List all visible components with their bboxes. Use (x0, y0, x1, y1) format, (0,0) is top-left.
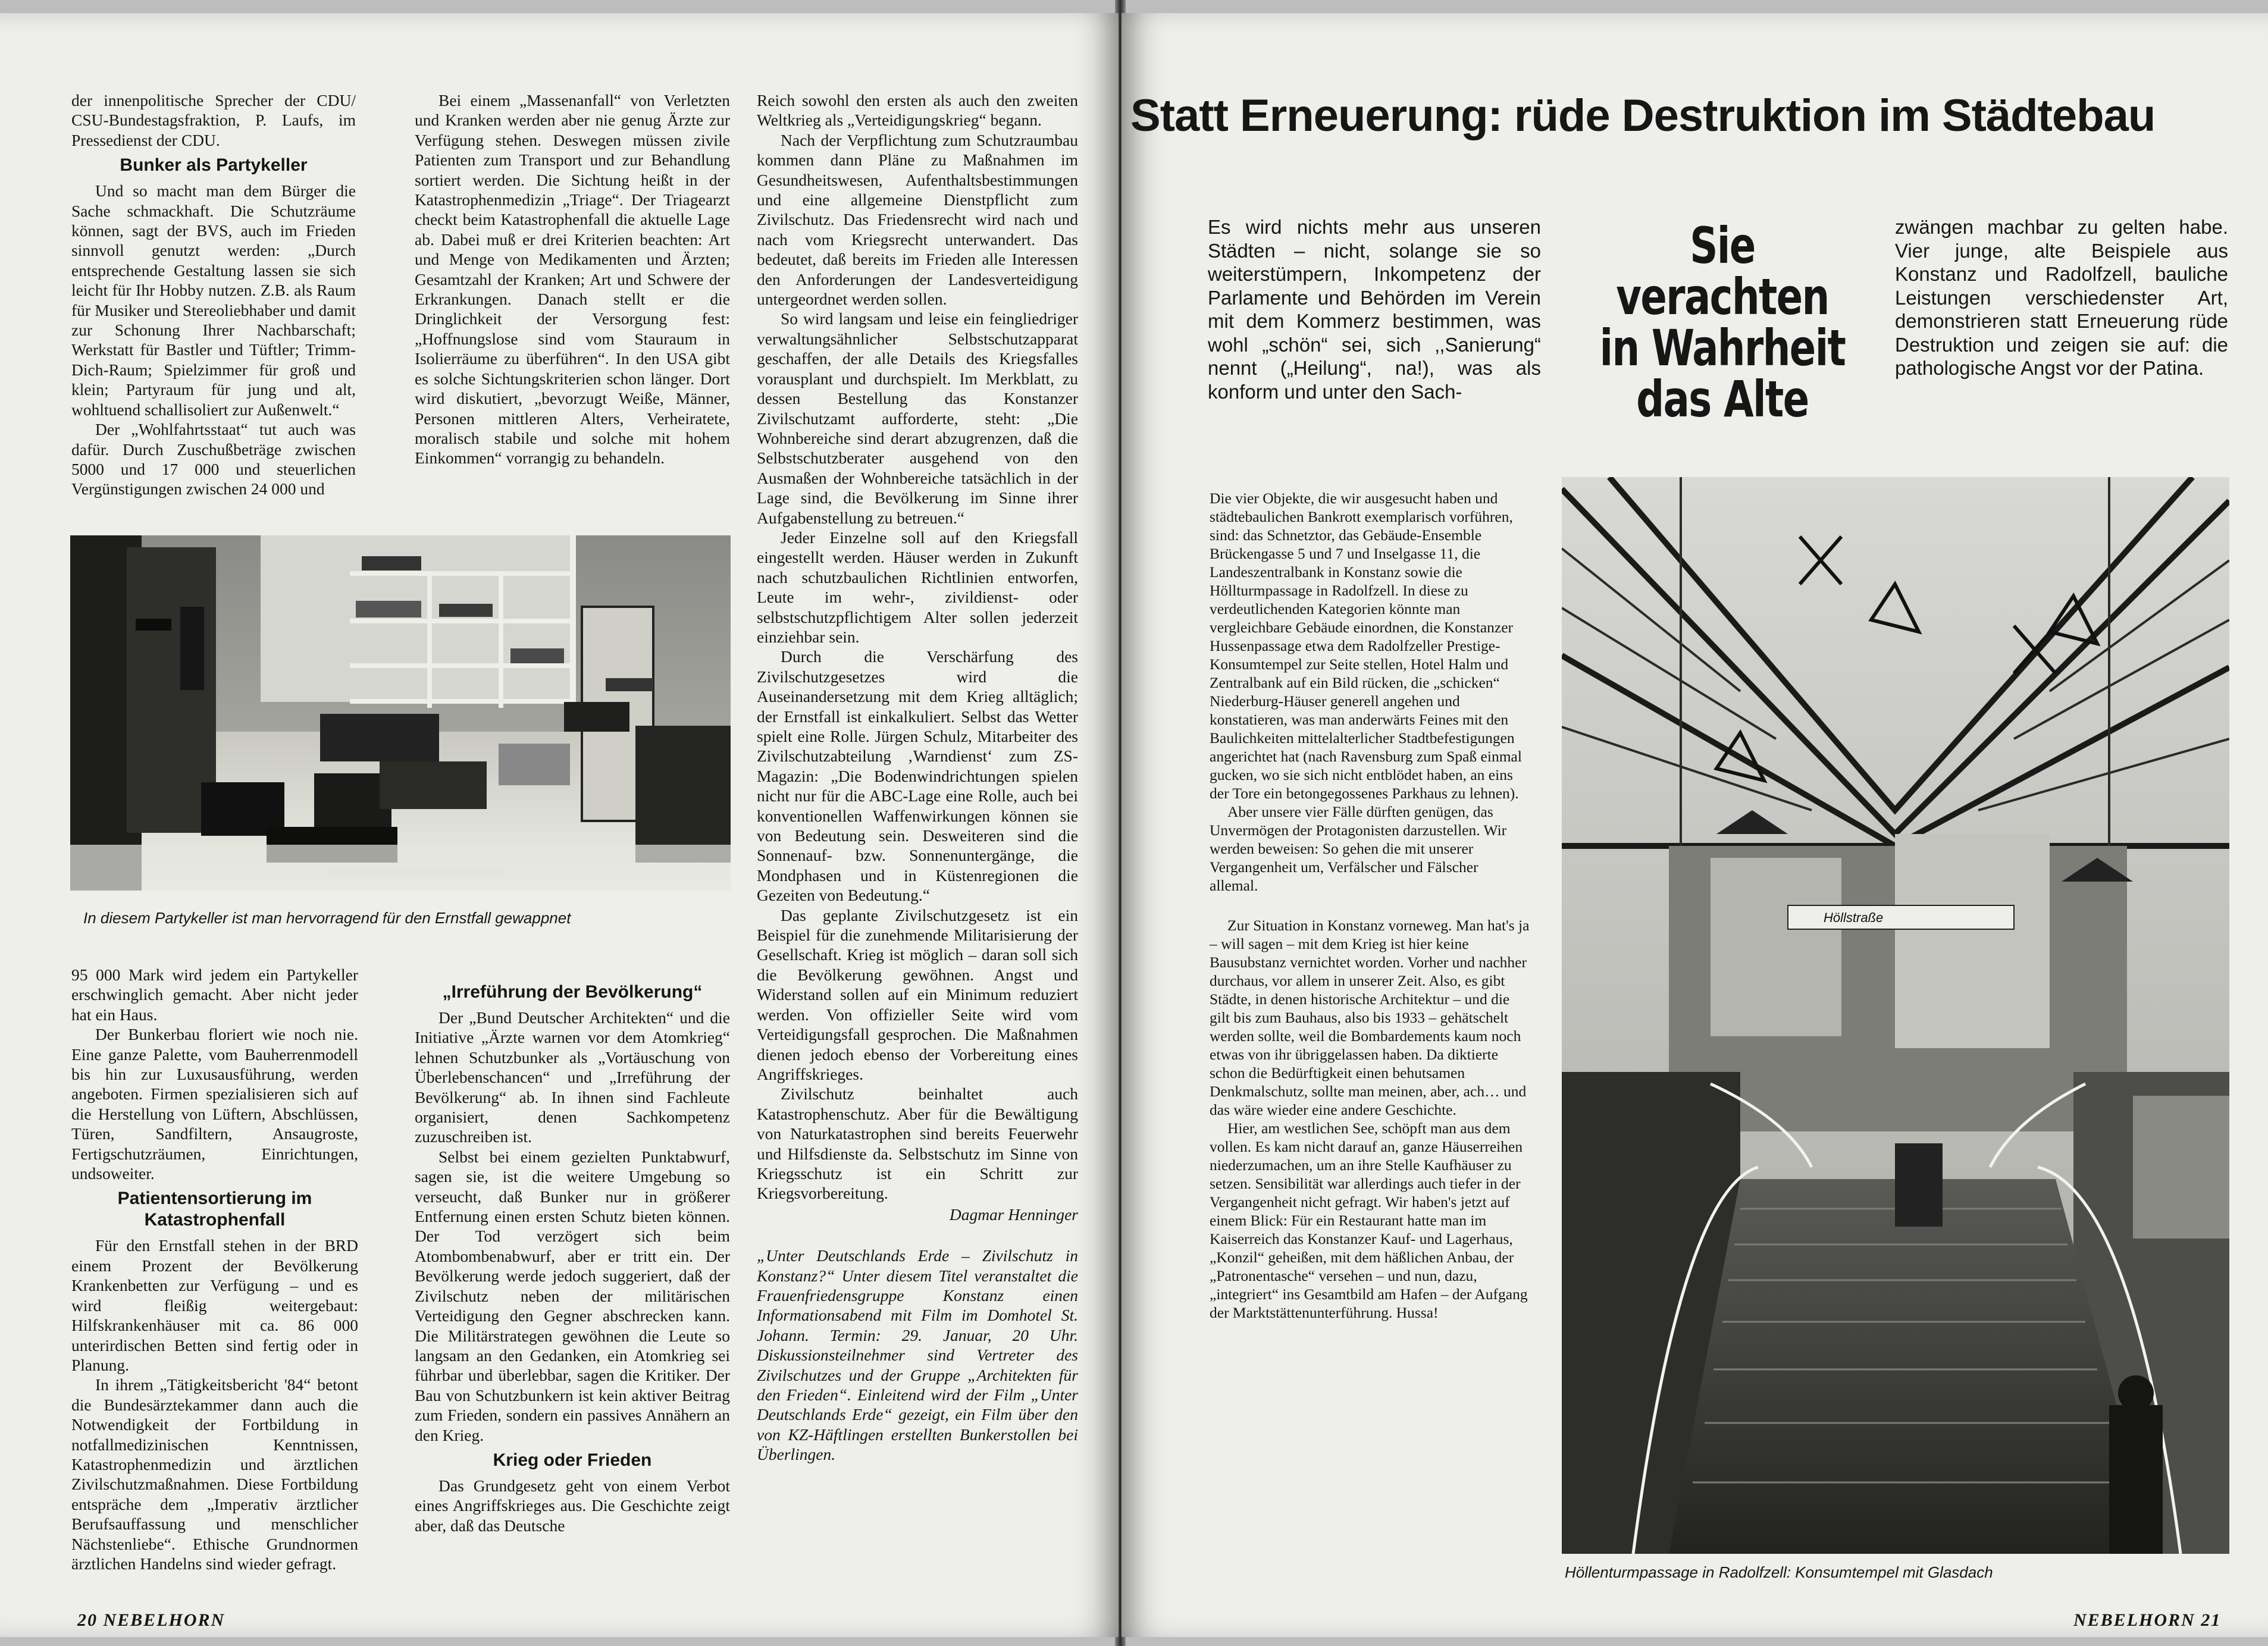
paragraph: Das geplante Zivilschutzgesetz ist ein Beispiel für die zunehmende Militarisierung der Gesellschaft. Krieg ist möglich – daran soll sich die Bevölkerung gewöhnen. Angst und Widerstand sollen auf ein Minimum reduziert werden. Von offizieller Seite wird vom Verteidigungsfall gesprochen. Die Maßnahmen dienen jedoch ebenso der Vorbereitung eines Angriffskrieges. (757, 905, 1078, 1083)
left-page (0, 13, 1119, 1637)
pull-quote-line: das Alte (1636, 370, 1809, 428)
page-number-right: NEBELHORN 21 (2073, 1610, 2222, 1630)
heading-bunker: Bunker als Partykeller (120, 155, 308, 175)
paragraph: der innenpolitische Sprecher der CDU/ CSU-Bundestagsfraktion, P. Laufs, im Pressedienst der CDU. (71, 91, 356, 149)
article-headline: Statt Erneuerung: rüde Destruktion im Städtebau (1130, 90, 2156, 141)
paragraph: Die vier Objekte, die wir ausgesucht haben und städtebaulichen Bankrott exemplarisch vorführen, sind: das Schnetztor, das Gebäude-Ensemble Brückengasse 5 und 7 und Inselgasse 11, die Landeszentralbank in Konstanz sowie die Höllturmpassage in Radolfzell. In diese zu verdeutlichenden Kategorien könnte man vergleichbare Gebäude einordnen, die Konstanzer Hussenpassage etwa dem Radolfzeller Prestige-Konsumtempel zur Seite stellen, Hotel Halm und Zentralbank auf ein Bild rücken, die „schicken“ Niederburg-Häuser generell angehen und konstatieren, was man anderwärts Feines mit den Baulichkeiten mittelalterlicher Stadtbefestigungen angerichtet hat (nach Ravensburg zum Spaß einmal gucken, wo sie sich nicht entblödet haben, an eins der Tore ein betongegossenes Parkhaus zu lehnen). (1210, 490, 1522, 802)
author-signature: Dagmar Henninger (949, 1205, 1078, 1224)
photo-street-sign: Höllstraße (1824, 910, 1884, 925)
passage-caption: Höllenturmpassage in Radolfzell: Konsumtempel mit Glasdach (1565, 1563, 1993, 1581)
heading-krieg: Krieg oder Frieden (493, 1450, 652, 1470)
paragraph: Der „Wohlfahrtsstaat“ tut auch was dafür. Durch Zuschußbeträge zwischen 5000 und 17 000 und steuerlichen Vergünstigungen zwischen 24 000 und (71, 420, 356, 498)
left-column-1-bottom (71, 965, 358, 1573)
paragraph: Der Bunkerbau floriert wie noch nie. Eine ganze Palette, vom Bauherrenmodell bis hin zur Luxusausführung, werden angeboten. Firmen spezialisieren sich auf die Herstellung von Lüftern, Abschlüssen, Türen, Sandfiltern, Ansaugroste, Fertigschutzräumen, Einrichtungen, undsoweiter. (71, 1025, 358, 1183)
paragraph: Und so macht man dem Bürger die Sache schmackhaft. Die Schutzräume können, sagt der BVS, auch im Frieden sinnvoll genutzt werden: „Durch entsprechende Gestaltung lassen sie sich leicht für Ihr Hobby nutzen. Z.B. als Raum für Musiker und Stereoliebhaber und damit zur Schonung Ihrer Nachbarschaft; Werkstatt für Bastler und Tüftler; Trimm-Dich-Raum; Spielzimmer für groß und klein; Partyraum für jung und alt, wohltuend schallisoliert zur Außenwelt.“ (71, 181, 356, 419)
paragraph: 95 000 Mark wird jedem ein Partykeller erschwinglich gemacht. Aber nicht jeder hat ein Haus. (71, 965, 358, 1024)
pull-quote-line: Sie verachten (1616, 217, 1829, 326)
paragraph: Nach der Verpflichtung zum Schutzraumbau kommen dann Pläne zu Maßnahmen im Gesundheitswesen, Aufenthaltsbestimmungen und eine allgemeine Dienstpflicht zum Zivilschutz. Das Friedensrecht wird nach und nach vom Kriegsrecht unterwandert. Das bedeutet, daß bereits im Frieden alle Interessen den Anforderungen der Landesverteidigung untergeordnet werden sollen. (757, 130, 1078, 309)
paragraph: Bei einem „Massenanfall“ von Verletzten und Kranken werden aber nie genug Ärzte zur Verfügung stehen. Deswegen müssen zivile Patienten zum Transport und zur Behandlung sortiert werden. Die Sichtung heißt in der Katastrophenmedizin „Triage“. Der Triagearzt checkt beim Katastrophenfall die aktuelle Lage ab. Dabei muß er drei Kriterien beachten: Art und Menge von Medikamenten und Ärzten; Gesamtzahl der Kranken; Art und Schwere der Erkrankungen. Danach stellt er die Dringlichkeit der Versorgung fest: „Hoffnungslose sind vom Stauraum in Isolierräume zu überführen“. In den USA gibt es solche Sichtungskriterien schon länger. Dort wird diskutiert, „bevorzugt Weiße, Männer, Personen mittleren Alters, Verheiratete, moralisch stabile und solche mit hohem Einkommen“ vorrangig zu behandeln. (415, 91, 730, 468)
paragraph: So wird langsam und leise ein feingliedriger verwaltungsähnlicher Selbstschutzapparat geschaffen, der alle Details des Kriegsfalles vorausplant und durchspielt. Im Merkblatt, zu dessen Bestellung das Konstanzer Zivilschutzamt aufforderte, steht: „Die Wohnbereiche sind derart abzugrenzen, daß die Selbstschutzberater ausgehend von den Ausmaßen der Wohnbereiche tatsächlich in der Lage sind, die Bevölkerung im Sinne ihrer Aufgabenstellung zu betreuen.“ (757, 309, 1078, 527)
paragraph: Reich sowohl den ersten als auch den zweiten Weltkrieg als „Verteidigungskrieg“ begann. (757, 91, 1078, 130)
paragraph: Zivilschutz beinhaltet auch Katastrophenschutz. Aber für die Bewältigung von Naturkatastrophen sind bereits Feuerwehr und Hilfsdienste da. Selbstschutz im Sinne von Kriegsschutz ist ein Schritt zur Kriegsvorbereitung. (757, 1084, 1078, 1203)
passage-image (1562, 477, 2229, 1554)
paragraph: Aber unsere vier Fälle dürften genügen, das Unvermögen der Protagonisten darzustellen. Wir werden beweisen: So gehen die mit unserer Vergangenheit um, Verfälscher und Fälscher allemal. (1210, 803, 1507, 894)
event-announcement: „Unter Deutschlands Erde – Zivilschutz in Konstanz?“ Unter diesem Titel veranstaltet die Frauenfriedensgruppe Konstanz einen Informationsabend mit Film im Domhotel St. Johann. Termin: 29. Januar, 20 Uhr. Diskussionsteilnehmer sind Vertreter des Zivilschutzes und der Gruppe „Architekten für den Frieden“. Einleitend wird der Film „Unter Deutschlands Erde“ gezeigt, ein Film über den von KZ-Häftlingen erstellten Bunkerstollen bei Überlingen. (757, 1246, 1078, 1464)
party-cellar-photo (70, 535, 731, 891)
party-cellar-image (70, 535, 731, 891)
paragraph: Hier, am westlichen See, schöpft man aus dem vollen. Es kam nicht darauf an, ganze Häuserreihen niederzumachen, um an ihre Stelle Kaufhäuser zu setzen. Sensibilität war allerdings auch tiefer in der Vergangenheit nicht gefragt. Wir haben's jetzt auf einem Blick: Für ein Restaurant hatte man im Kaiserreich das Konstanzer Kauf- und Lagerhaus, „Konzil“ geheißen, mit dem häßlichen Anbau, der „Patronentasche“ versehen – und nun, dazu, „integriert“ ins Gesamtbild am Hafen – der Aufgang der Marktstättenunterführung. Hussa! (1210, 1120, 1528, 1321)
page-number-left: 20 NEBELHORN (77, 1610, 225, 1630)
paragraph: Das Grundgesetz geht von einem Verbot eines Angriffskrieges aus. Die Geschichte zeigt aber, daß das Deutsche (415, 1476, 730, 1535)
left-column-1 (71, 90, 356, 499)
pull-quote (1595, 217, 1850, 428)
heading-patienten: Patientensortierung im Katastrophenfall (117, 1189, 312, 1230)
paragraph: Der „Bund Deutscher Architekten“ und die Initiative „Ärzte warnen vor dem Atomkrieg“ lehnen Schutzbunker als „Vortäuschung von Überlebenschancen“ und „Irreführung der Bevölkerung“ ab. In ihnen sind Fachleute organisiert, denen Sachkompetenz zuzuschreiben ist. (415, 1008, 730, 1146)
right-page (1122, 13, 2268, 1637)
right-body-column (1210, 489, 1530, 1322)
deck-right: zwängen machbar zu gelten habe. Vier junge, alte Beispiele aus Konstanz und Radolfzell, bauliche Leistungen verschiedenster Art, demonstrieren statt Erneuerung rüde Destruktion und zeigen sie auf: die pathologische Angst vor der Patina. (1895, 216, 2228, 379)
left-column-2-top (415, 90, 730, 468)
heading-irrefuehrung: „Irreführung der Bevölkerung“ (442, 982, 703, 1002)
deck-left: Es wird nichts mehr aus unseren Städten – nicht, solange sie so weiterstümpern, Inkompetenz der Parlamente und Behörden im Verein mit dem Kommerz bestimmen, was wohl „schön“ sei, sich ‚,Sanierung“ nennt („Heilung“, na!), was als konform und unter den Sach- (1208, 216, 1541, 403)
paragraph: Jeder Einzelne soll auf den Kriegsfall eingestellt werden. Häuser werden in Zukunft nach schutzbaulichen Richtlinien entworfen, Leute im wehr-, zivildienst- oder selbstschutzpflichtigem Alter sollen jederzeit einziehbar sein. (757, 528, 1078, 646)
party-cellar-caption: In diesem Partykeller ist man hervorragend für den Ernstfall gewappnet (83, 909, 571, 927)
paragraph: Für den Ernstfall stehen in der BRD einem Prozent der Bevölkerung Krankenbetten zur Verfügung – und es wird fleißig weitergebaut: Hilfskrankenhäuser mit ca. 86 000 unterirdischen Betten sind fertig oder in Planung. (71, 1236, 358, 1374)
paragraph: In ihrem „Tätigkeitsbericht '84“ betont die Bundesärztekammer dann auch die Notwendigkeit der Fortbildung in notfallmedizinischen Kenntnissen, Katastrophenmedizin und ärztlichen Zivilschutzmaßnahmen. Diese Fortbildung entspräche dem „Imperativ ärztlicher Berufsauffassung und menschlicher Nächstenliebe“. Ethische Grundnormen ärztlichen Handelns sind wieder gefragt. (71, 1375, 358, 1573)
pull-quote-line: in Wahrheit (1599, 319, 1846, 377)
passage-photo (1562, 477, 2229, 1554)
paragraph: Durch die Verschärfung des Zivilschutzgesetzes wird die Auseinandersetzung mit dem Krieg alltäglich; der Ernstfall ist einkalkuliert. Selbst das Wetter spielt eine Rolle. Jürgen Schulz, Mitarbeiter des Zivilschutzabteilung ‚Warndienst‘ zum ZS-Magazin: „Die Bodenwindrichtungen spielen nicht nur für die ABC-Lage eine Rolle, auch bei konventionellen Waffenwirkungen können sie von Bedeutung sein. Desweiteren sind die Sonnenauf- bzw. Sonnenuntergänge, die Mondphasen und in Küstenregionen die Gezeiten von Bedeutung.“ (757, 647, 1078, 905)
left-column-3 (757, 90, 1078, 1465)
paragraph: Selbst bei einem gezielten Punktabwurf, sagen sie, ist die weitere Umgebung so verseucht, daß Bunker nur in größerer Entfernung einen ersten Schutz bieten können. Der Tod verzögert sich beim Atombombenabwurf, aber er tritt ein. Der Bevölkerung werde jedoch suggeriert, daß der Zivilschutz neben der militärischen Verteidigung den Gegner abschrecken kann. Die Militärstrategen gewöhnen die Leute so langsam an den Gedanken, ein Atomkrieg sei führbar und überlebbar, sagen die Kritiker. Der Bau von Schutzbunkern ist kein aktiver Beitrag zum Frieden, sondern ein passives Annähern an den Krieg. (415, 1147, 730, 1444)
paragraph: Zur Situation in Konstanz vorneweg. Man hat's ja – will sagen – mit dem Krieg ist hier keine Bausubstanz vernichtet worden. Vorher und nachher durchaus, vor allem in unserer Zeit. Also, es gibt Städte, in denen historische Architektur – und die gilt bis zum Bauhaus, also bis 1933 – gehätschelt werden sollte, weil die Bombardements kaum noch etwas von ihr übriggelassen haben. Da diktierte schon die Bedürftigkeit einen behutsamen Denkmalschutz, sollte man meinen, aber, ach… und das wäre wieder eine andere Geschichte. (1210, 917, 1530, 1118)
left-column-2-bottom (415, 977, 730, 1535)
